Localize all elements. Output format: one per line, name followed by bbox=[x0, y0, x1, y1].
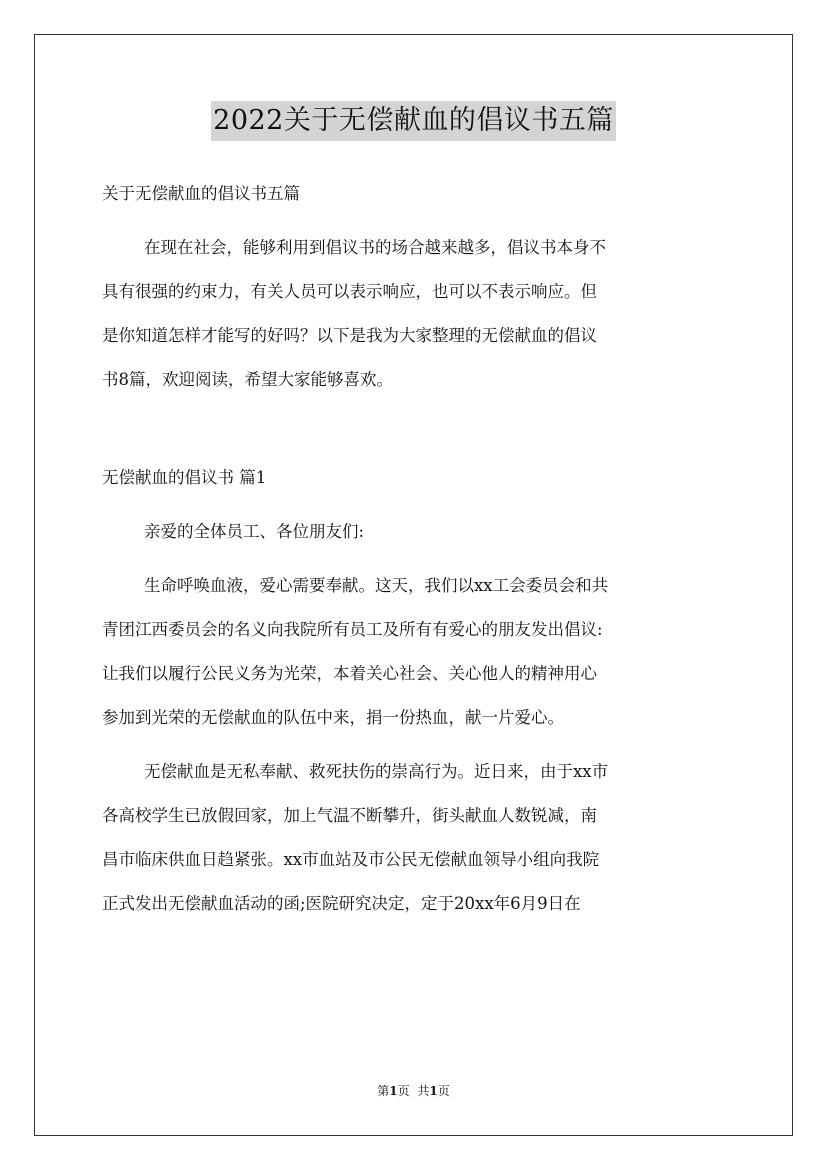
page-suffix: 页 bbox=[397, 1084, 410, 1098]
intro-line: 在现在社会，能够利用到倡议书的场合越来越多，倡议书本身不 bbox=[144, 238, 606, 257]
total-prefix: 共 bbox=[417, 1084, 430, 1098]
paragraph-line: 参加到光荣的无偿献血的队伍中来，捐一份热血，献一片爱心。 bbox=[102, 708, 564, 727]
page-footer bbox=[0, 1083, 827, 1099]
document-subtitle: 关于无偿献血的倡议书五篇 bbox=[102, 184, 300, 203]
paragraph-line: 让我们以履行公民义务为光荣，本着关心社会、关心他人的精神用心 bbox=[102, 664, 597, 683]
total-pages: 1 bbox=[429, 1084, 438, 1098]
title-container bbox=[0, 101, 827, 141]
paragraph-line: 各高校学生已放假回家，加上气温不断攀升，街头献血人数锐减，南 bbox=[102, 806, 597, 825]
intro-line: 是你知道怎样才能写的好吗？以下是我为大家整理的无偿献血的倡议 bbox=[102, 326, 597, 345]
salutation: 亲爱的全体员工、各位朋友们: bbox=[144, 522, 365, 541]
intro-line: 具有很强的约束力，有关人员可以表示响应，也可以不表示响应。但 bbox=[102, 282, 597, 301]
intro-line: 书8篇，欢迎阅读，希望大家能够喜欢。 bbox=[102, 370, 393, 389]
paragraph-line: 青团江西委员会的名义向我院所有员工及所有有爱心的朋友发出倡议: bbox=[102, 620, 603, 639]
page-prefix: 第 bbox=[377, 1084, 390, 1098]
total-suffix: 页 bbox=[437, 1084, 450, 1098]
paragraph-line: 昌市临床供血日趋紧张。xx市血站及市公民无偿献血领导小组向我院 bbox=[102, 850, 600, 869]
paragraph-line: 无偿献血是无私奉献、救死扶伤的崇高行为。近日来，由于xx市 bbox=[144, 762, 609, 781]
section-heading: 无偿献血的倡议书 篇1 bbox=[102, 468, 267, 487]
paragraph-line: 正式发出无偿献血活动的函;医院研究决定，定于20xx年6月9日在 bbox=[102, 894, 581, 913]
document-title: 2022关于无偿献血的倡议书五篇 bbox=[211, 101, 616, 141]
paragraph-line: 生命呼唤血液，爱心需要奉献。这天，我们以xx工会委员会和共 bbox=[144, 576, 609, 595]
document-body bbox=[102, 172, 730, 926]
page-number: 1 bbox=[389, 1084, 398, 1098]
